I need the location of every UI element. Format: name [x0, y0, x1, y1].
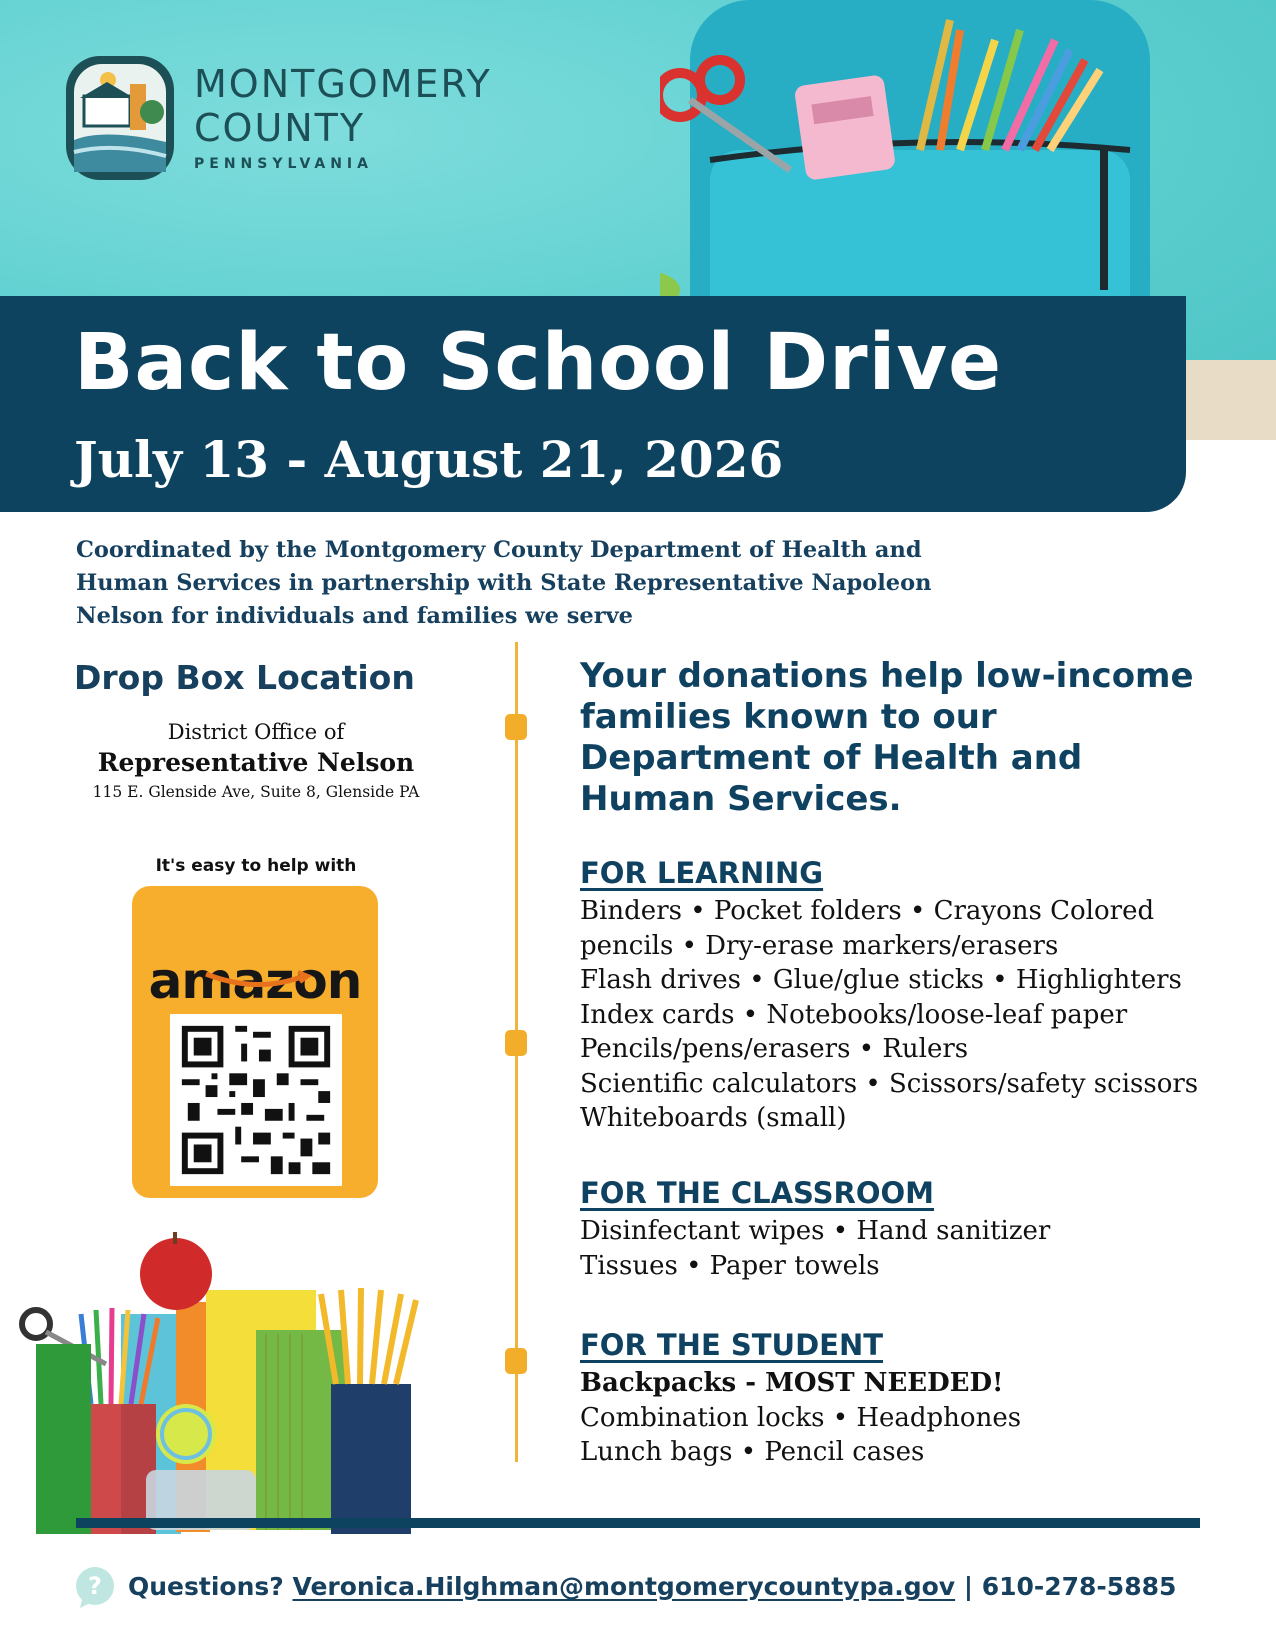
timeline-dot: [505, 1348, 527, 1374]
questions-label: Questions?: [128, 1572, 284, 1601]
office-line-2: Representative Nelson: [97, 748, 415, 777]
section-title-classroom: FOR THE CLASSROOM: [580, 1176, 935, 1210]
drop-box-address: [66, 720, 446, 801]
intro-text: Coordinated by the Montgomery County Department of Health and Human Services in partnership with State Representative Napoleon Nelson for individuals and families we serve: [76, 537, 932, 629]
office-line-1: District Office of: [167, 720, 345, 744]
donations-heading: Your donations help low-income families known to our Department of Health and Human Services.: [580, 656, 1194, 819]
student-items: [580, 1366, 1260, 1470]
question-icon: [74, 1566, 116, 1608]
section-title-learning: FOR LEARNING: [580, 856, 824, 890]
list-item: Whiteboards (small): [580, 1103, 847, 1133]
contact-email-link[interactable]: Veronica.Hilghman@montgomerycountypa.gov: [292, 1572, 956, 1601]
footer-separator: |: [963, 1572, 973, 1601]
logo-line-3: PENNSYLVANIA: [194, 156, 373, 172]
learning-items: [580, 894, 1260, 1136]
svg-text:?: ?: [88, 1572, 102, 1600]
footer-divider: [76, 1518, 1200, 1528]
most-needed-item: Backpacks - MOST NEEDED!: [580, 1368, 1004, 1398]
list-item: Flash drives • Glue/glue sticks • Highlighters: [580, 965, 1182, 995]
page-title: Back to School Drive: [74, 318, 1003, 408]
list-item: Binders • Pocket folders • Crayons Colored: [580, 896, 1155, 926]
county-logo: [64, 54, 176, 182]
amazon-smile-icon: [202, 970, 312, 992]
timeline-dot: [505, 714, 527, 740]
amazon-qr-card[interactable]: [132, 886, 378, 1198]
contact-phone[interactable]: 610-278-5885: [981, 1572, 1177, 1601]
county-wordmark: [194, 62, 492, 172]
logo-line-1: MONTGOMERY: [194, 62, 492, 106]
footer-contact: [74, 1566, 1274, 1610]
school-supplies-image: [16, 1224, 446, 1554]
drive-dates: July 13 - August 21, 2026: [74, 430, 784, 489]
list-item: Tissues • Paper towels: [580, 1250, 880, 1281]
list-item: Scientific calculators • Scissors/safety scissors: [580, 1068, 1199, 1099]
office-address: 115 E. Glenside Ave, Suite 8, Glenside PA: [92, 783, 420, 801]
list-item: Combination locks • Headphones: [580, 1402, 1022, 1433]
list-item: pencils • Dry-erase markers/erasers: [580, 930, 1059, 961]
drop-box-title: Drop Box Location: [74, 658, 415, 697]
easy-help-text: It's easy to help with: [155, 856, 357, 876]
list-item: Pencils/pens/erasers • Rulers: [580, 1034, 969, 1064]
logo-line-2: COUNTY: [194, 106, 366, 150]
list-item: Disinfectant wipes • Hand sanitizer: [580, 1216, 1051, 1246]
section-title-student: FOR THE STUDENT: [580, 1328, 883, 1362]
timeline-dot: [505, 1030, 527, 1056]
qr-code[interactable]: [170, 1014, 342, 1186]
list-item: Lunch bags • Pencil cases: [580, 1437, 925, 1467]
classroom-items: [580, 1214, 1260, 1283]
list-item: Index cards • Notebooks/loose-leaf paper: [580, 999, 1128, 1030]
amazon-logo: amazon: [148, 952, 362, 1010]
